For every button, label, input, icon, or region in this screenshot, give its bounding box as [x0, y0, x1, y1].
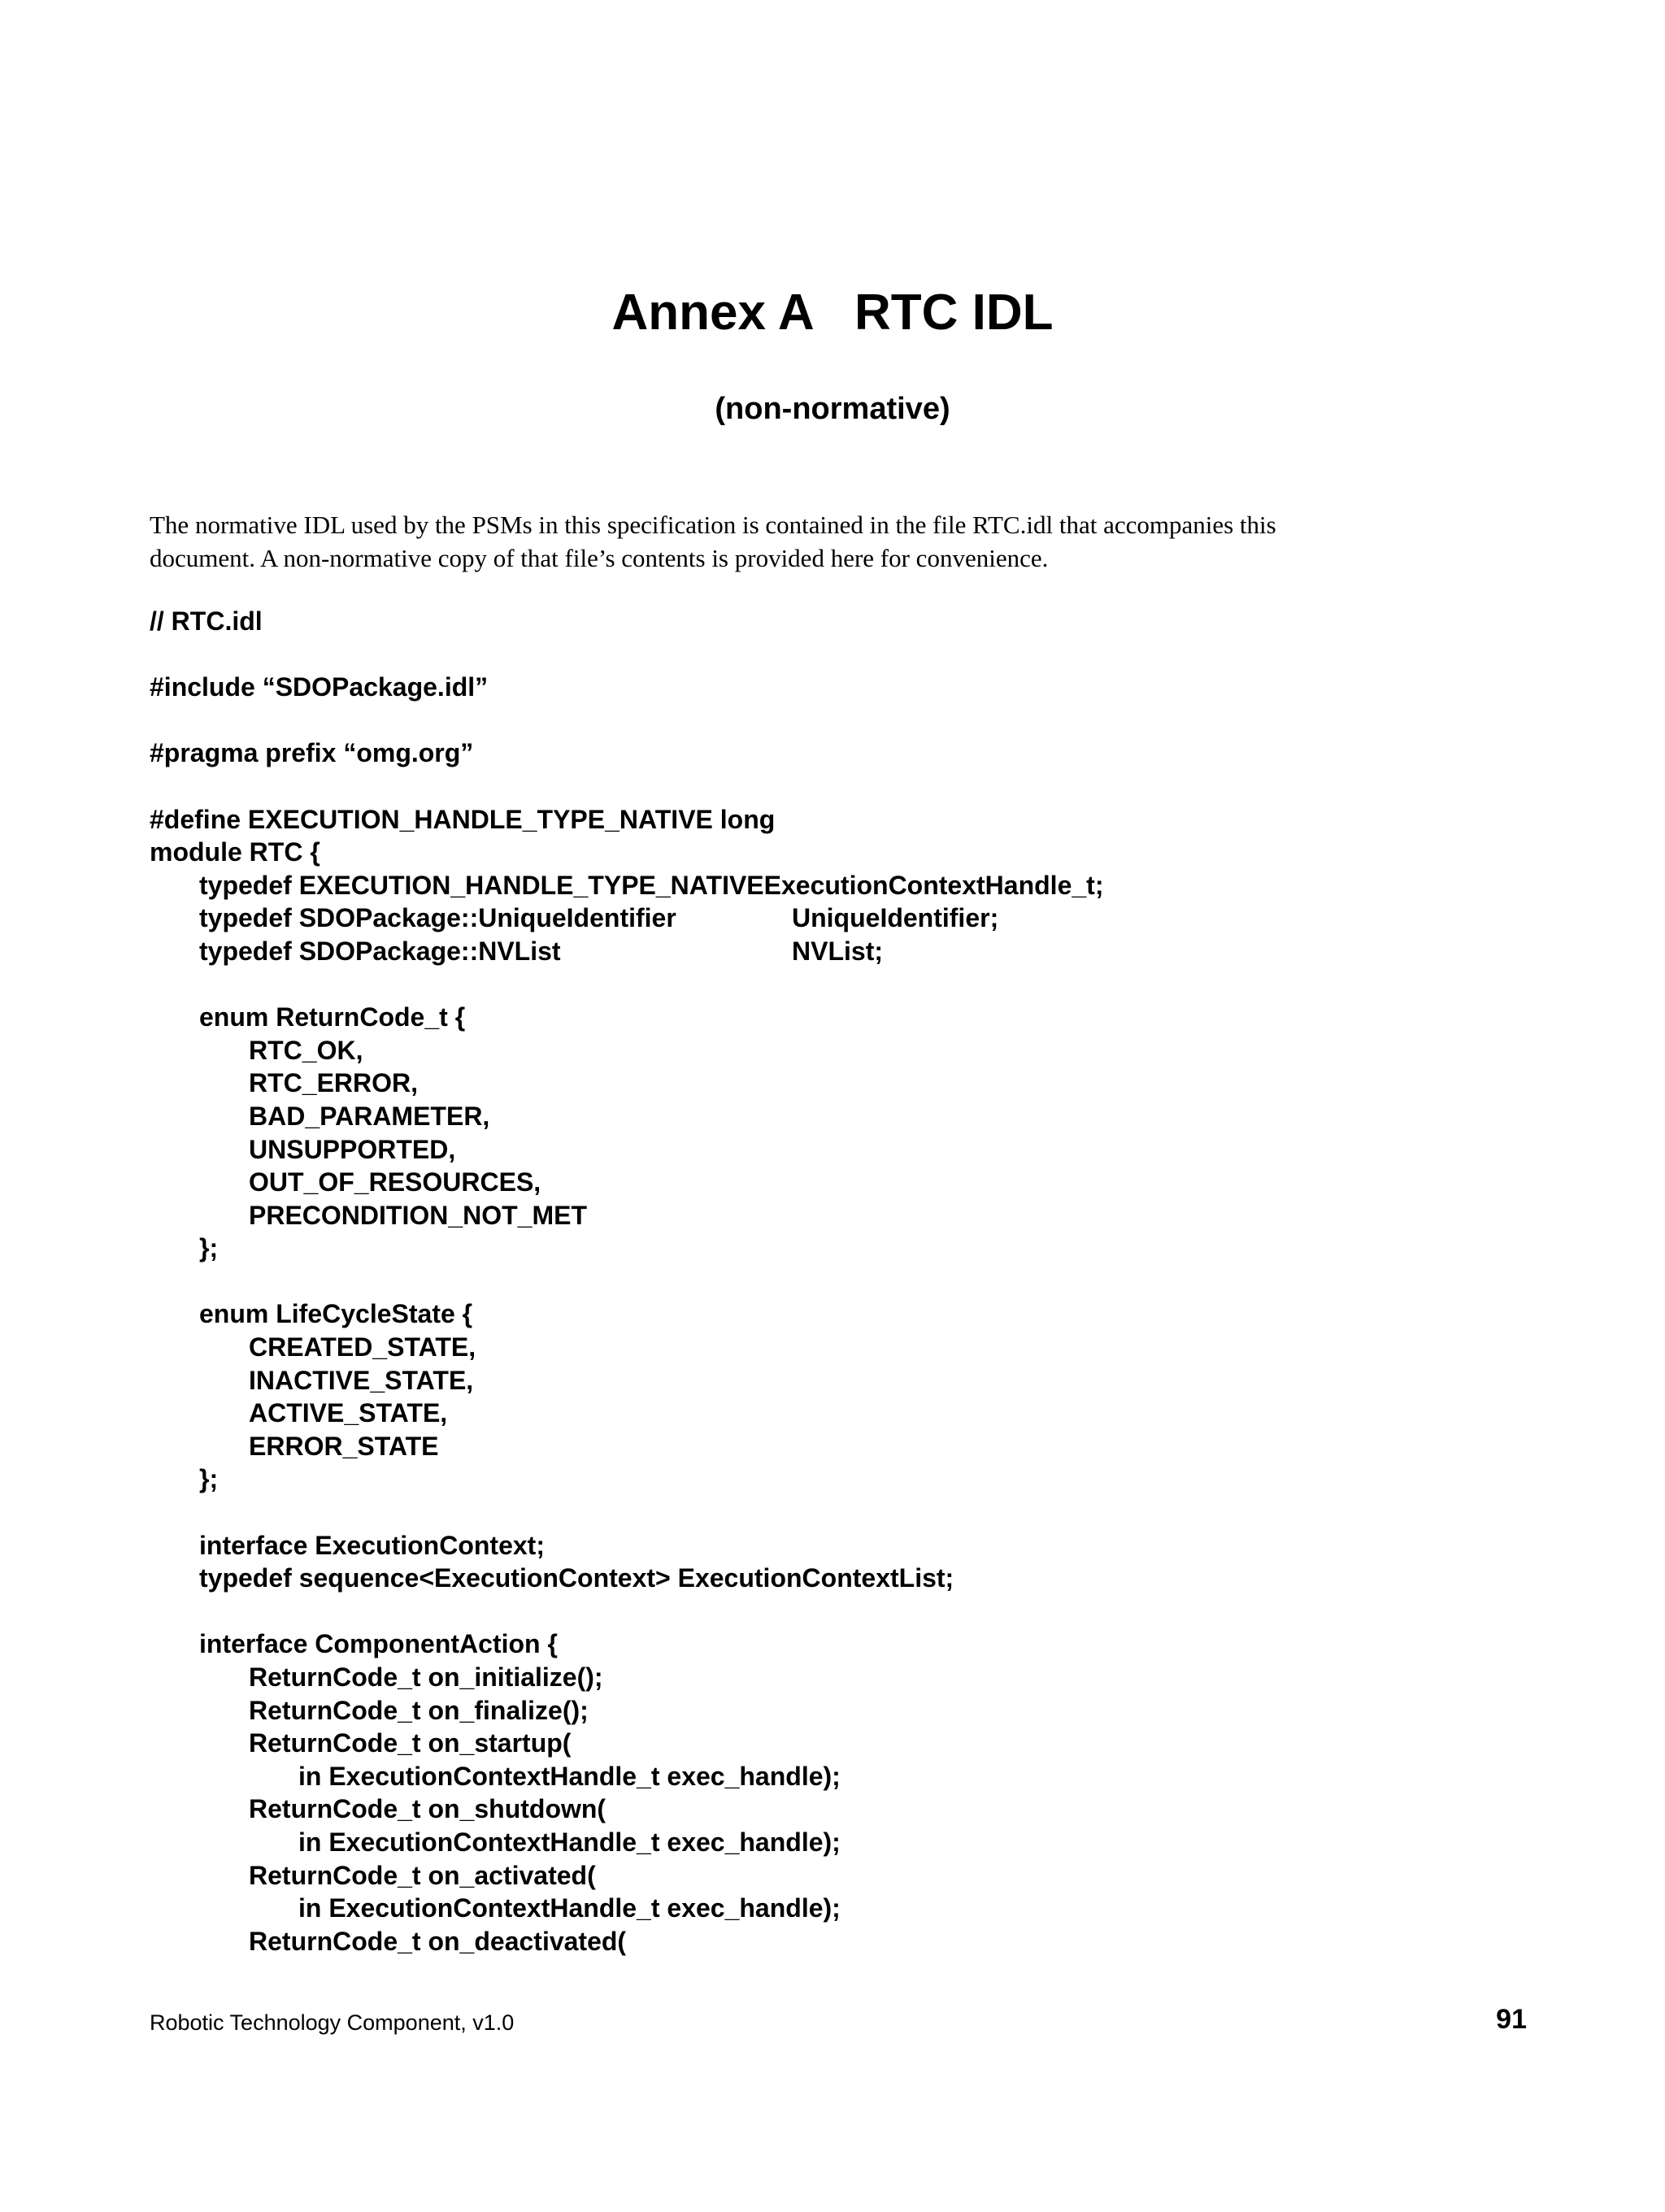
- idl-code-listing: [150, 605, 1548, 1958]
- code-line: };: [199, 1464, 219, 1494]
- typedef-source: typedef SDOPackage::UniqueIdentifier: [199, 903, 676, 933]
- intro-paragraph: [150, 508, 1548, 575]
- page-subtitle: (non-normative): [715, 392, 950, 426]
- footer-page-number: 91: [1496, 2004, 1527, 2035]
- footer-document-name: Robotic Technology Component, v1.0: [150, 2010, 515, 2035]
- code-line: module RTC {: [150, 837, 320, 867]
- code-line: in ExecutionContextHandle_t exec_handle);: [298, 1761, 841, 1791]
- code-line-typedef: [150, 935, 1548, 968]
- code-line: };: [199, 1233, 219, 1263]
- code-line: BAD_PARAMETER,: [249, 1101, 490, 1131]
- code-line: UNSUPPORTED,: [249, 1134, 456, 1164]
- code-line: ERROR_STATE: [249, 1431, 439, 1461]
- intro-line: The normative IDL used by the PSMs in this specification is contained in the file RTC.idl that accompanies this: [150, 511, 1276, 539]
- code-line: RTC_ERROR,: [249, 1068, 419, 1098]
- blank-line: [150, 1496, 1548, 1529]
- typedef-alias: NVList;: [792, 936, 883, 966]
- code-line: ReturnCode_t on_finalize();: [249, 1695, 589, 1725]
- code-line-typedef: [150, 869, 1548, 902]
- blank-line: [150, 1595, 1548, 1628]
- code-line: #define EXECUTION_HANDLE_TYPE_NATIVE long: [150, 804, 776, 834]
- code-line: interface ComponentAction {: [199, 1629, 558, 1659]
- typedef-alias: UniqueIdentifier;: [792, 903, 999, 933]
- code-line: CREATED_STATE,: [249, 1332, 476, 1362]
- code-line: typedef sequence<ExecutionContext> ExecutionContextList;: [199, 1563, 954, 1593]
- code-line: ReturnCode_t on_deactivated(: [249, 1926, 627, 1956]
- code-line: in ExecutionContextHandle_t exec_handle);: [298, 1827, 841, 1857]
- code-line: in ExecutionContextHandle_t exec_handle);: [298, 1893, 841, 1923]
- blank-line: [150, 968, 1548, 1002]
- code-line: RTC_OK,: [249, 1035, 363, 1065]
- code-line: ReturnCode_t on_initialize();: [249, 1662, 603, 1692]
- code-line: ReturnCode_t on_startup(: [249, 1728, 572, 1758]
- code-line: PRECONDITION_NOT_MET: [249, 1200, 588, 1230]
- typedef-source: typedef EXECUTION_HANDLE_TYPE_NATIVE: [199, 870, 764, 900]
- code-line: enum ReturnCode_t {: [199, 1002, 466, 1032]
- typedef-alias: ExecutionContextHandle_t;: [763, 870, 1104, 900]
- blank-line: [150, 638, 1548, 671]
- code-line: OUT_OF_RESOURCES,: [249, 1167, 541, 1197]
- blank-line: [150, 770, 1548, 803]
- page-title: Annex A RTC IDL: [611, 285, 1054, 341]
- blank-line: [150, 1265, 1548, 1298]
- code-line: ACTIVE_STATE,: [249, 1398, 448, 1428]
- code-line: ReturnCode_t on_shutdown(: [249, 1794, 606, 1824]
- intro-line: document. A non-normative copy of that file’s contents is provided here for convenience.: [150, 544, 1049, 572]
- code-line: // RTC.idl: [150, 606, 263, 636]
- code-line: interface ExecutionContext;: [199, 1530, 545, 1560]
- blank-line: [150, 704, 1548, 737]
- typedef-source: typedef SDOPackage::NVList: [199, 936, 561, 966]
- code-line-typedef: [150, 902, 1548, 935]
- code-line: ReturnCode_t on_activated(: [249, 1860, 596, 1890]
- code-line: #pragma prefix “omg.org”: [150, 738, 474, 768]
- code-line: INACTIVE_STATE,: [249, 1365, 474, 1395]
- code-line: #include “SDOPackage.idl”: [150, 672, 489, 702]
- code-line: enum LifeCycleState {: [199, 1299, 473, 1329]
